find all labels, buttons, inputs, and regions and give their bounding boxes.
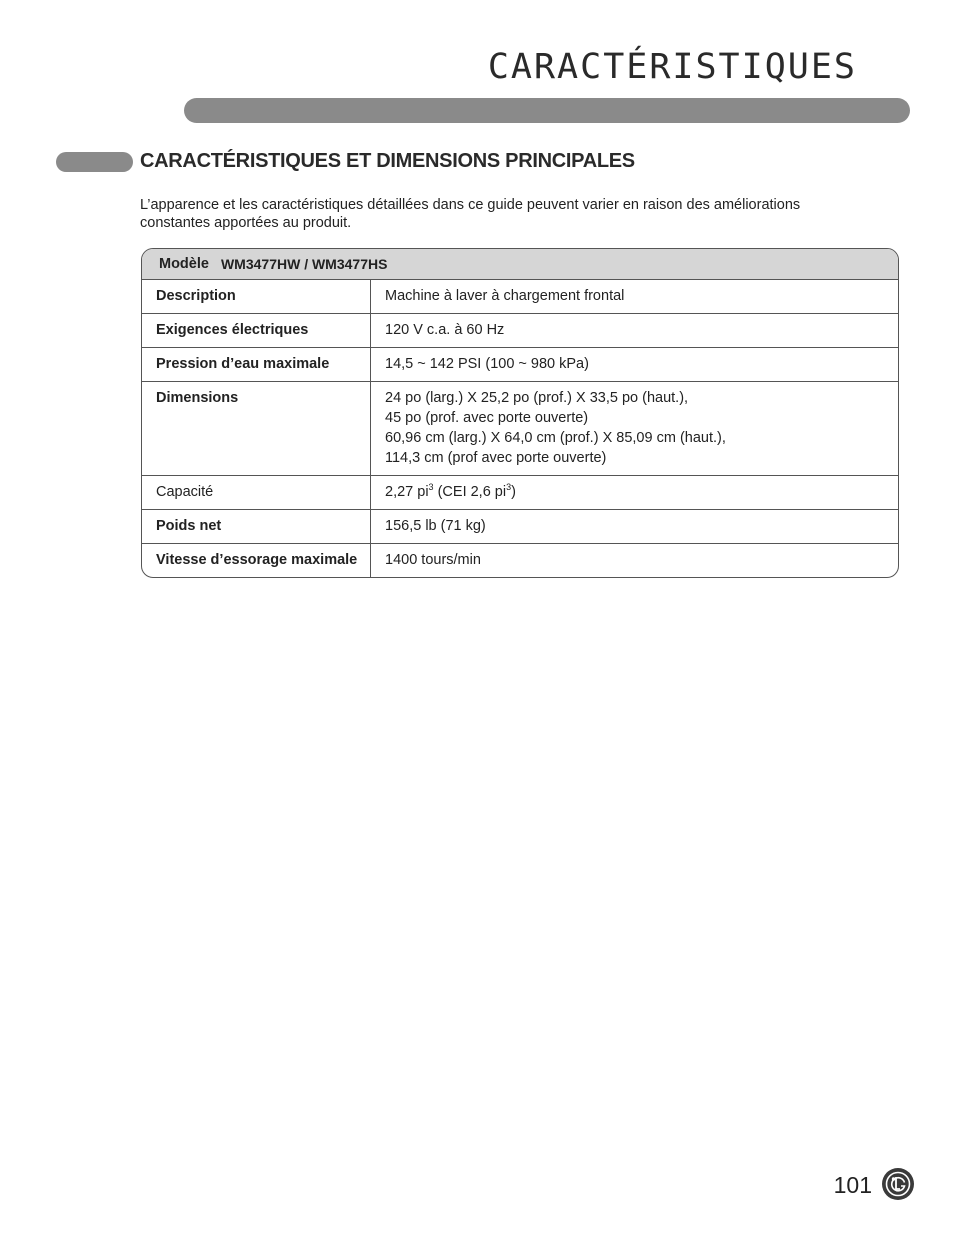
table-row	[142, 348, 898, 382]
table-row	[142, 476, 898, 510]
intro-paragraph: L’apparence et les caractéristiques détaillées dans ce guide peuvent varier en raison des améliorations constantes apportées au produit.	[140, 197, 801, 231]
row-label: Poids net	[142, 510, 371, 543]
capacity-value: 2,27 pi	[385, 484, 429, 500]
dimension-line: 24 po (larg.) X 25,2 po (prof.) X 33,5 po (haut.),	[385, 390, 689, 406]
row-value: 1400 tours/min	[385, 552, 481, 568]
row-value	[371, 382, 898, 475]
lg-logo-icon	[882, 1168, 914, 1200]
title-bar-divider	[184, 98, 910, 123]
row-value: 156,5 lb (71 kg)	[385, 518, 486, 534]
section-heading: CARACTÉRISTIQUES ET DIMENSIONS PRINCIPALES	[140, 150, 635, 172]
page-title: CARACTÉRISTIQUES	[487, 47, 857, 87]
row-label: Vitesse d’essorage maximale	[142, 544, 371, 577]
dimension-line: 114,3 cm (prof avec porte ouverte)	[385, 450, 607, 466]
table-row	[142, 510, 898, 544]
model-label: Modèle	[159, 256, 209, 272]
dimension-line: 45 po (prof. avec porte ouverte)	[385, 410, 589, 426]
capacity-value-cei: (CEI 2,6 pi	[433, 484, 507, 500]
row-value: 14,5 ~ 142 PSI (100 ~ 980 kPa)	[385, 356, 589, 372]
model-header-row	[142, 249, 898, 280]
spec-table	[141, 248, 899, 578]
row-label: Capacité	[142, 476, 371, 509]
table-row	[142, 544, 898, 577]
capacity-close: )	[511, 484, 516, 500]
table-row	[142, 382, 898, 476]
row-value: 120 V c.a. à 60 Hz	[385, 322, 505, 338]
row-label: Description	[142, 280, 371, 313]
capacity-superscript: 3	[428, 482, 434, 493]
section-pill-decoration	[56, 152, 133, 172]
page-number: 101	[833, 1172, 872, 1198]
row-value	[371, 476, 898, 509]
row-value: Machine à laver à chargement frontal	[385, 288, 625, 304]
table-row	[142, 280, 898, 314]
table-row	[142, 314, 898, 348]
model-value: WM3477HW / WM3477HS	[220, 256, 388, 272]
capacity-superscript: 3	[506, 482, 512, 493]
dimension-line: 60,96 cm (larg.) X 64,0 cm (prof.) X 85,09 cm (haut.),	[385, 430, 726, 446]
row-label: Pression d’eau maximale	[142, 348, 371, 381]
row-label: Exigences électriques	[142, 314, 371, 347]
row-label: Dimensions	[142, 382, 371, 475]
